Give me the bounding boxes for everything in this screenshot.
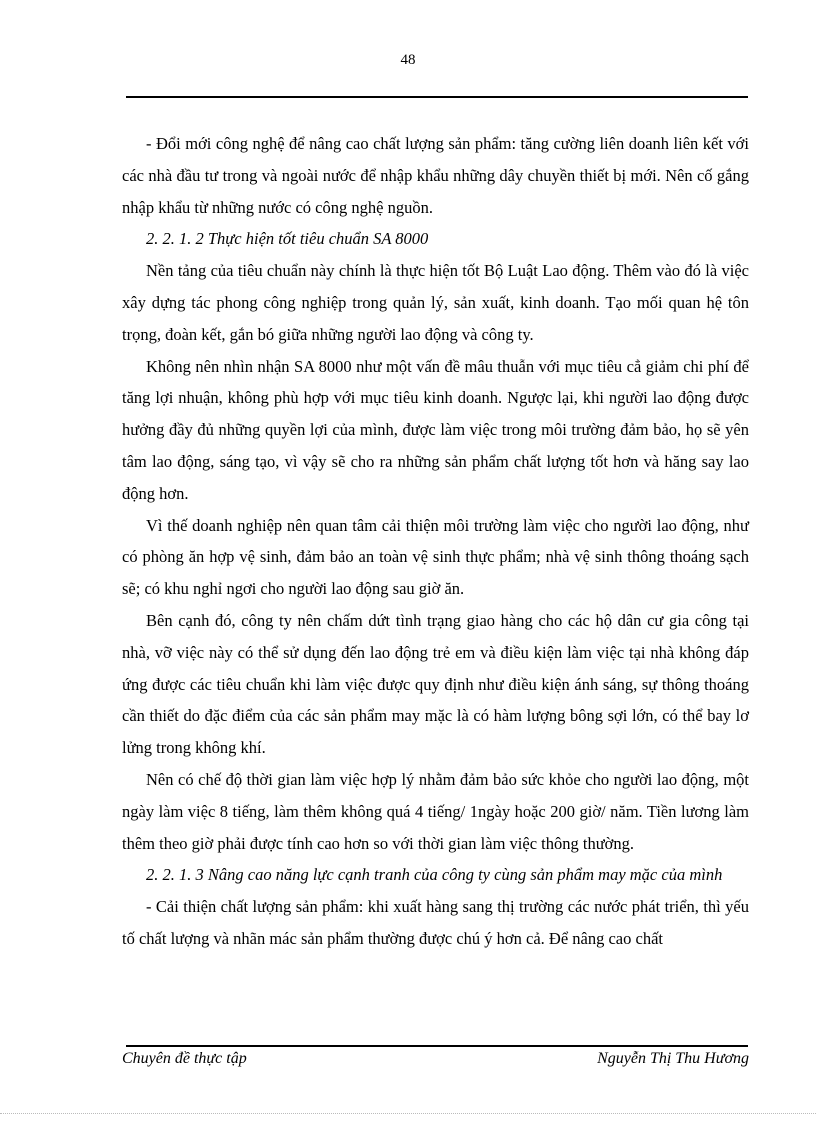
paragraph-work-environment: Vì thế doanh nghiệp nên quan tâm cải thiện môi trường làm việc cho người lao động, như có phòng ăn hợp vệ sinh, đảm bảo an toàn vệ sinh thực phẩm; nhà vệ sinh thông thoáng sạch sẽ; có khu nghỉ ngơi cho người lao động sau giờ ăn. [122,515,749,599]
footer-rule [126,1045,748,1047]
page-edge-dots [0,1113,816,1114]
page-number: 48 [400,52,416,68]
paragraph-tech-innovation: - Đổi mới công nghệ để nâng cao chất lượng sản phẩm: tăng cường liên doanh liên kết với các nhà đầu tư trong và ngoài nước để nhập khẩu những dây chuyền thiết bị mới. Nên cố gắng nhập khẩu từ những nước có công nghệ nguồn. [122,134,749,217]
footer-left: Chuyên đề thực tập [122,1050,247,1067]
paragraph-home-outsourcing: Bên cạnh đó, công ty nên chấm dứt tình trạng giao hàng cho các hộ dân cư gia công tại nhà, vỡ việc này có thể sử dụng đến lao động trẻ em và điều kiện làm việc tại nhà không đáp ứng được các tiêu chuẩn khi làm việc được quy định như điều kiện ánh sáng, sự thông thoáng cần thiết do đặc điểm của các sản phẩm may mặc là có hàm lượng bông sợi lớn, có thể bay lơ lửng trong không khí. [122,610,749,758]
footer [122,1050,749,1068]
section-heading-competitiveness: 2. 2. 1. 3 Nâng cao năng lực cạnh tranh của công ty cùng sản phẩm may mặc của mình [146,865,723,885]
paragraph-foundation: Nền tảng của tiêu chuẩn này chính là thực hiện tốt Bộ Luật Lao động. Thêm vào đó là việc xây dựng tác phong công nghiệp trong quản lý, sản xuất, kinh doanh. Tạo mối quan hệ tôn trọng, đoàn kết, gắn bó giữa những người lao động và công ty. [122,261,749,344]
footer-right: Nguyễn Thị Thu Hương [597,1050,749,1067]
paragraph-sa8000-view: Không nên nhìn nhận SA 8000 như một vấn đề mâu thuẫn với mục tiêu cẳ giảm chi phí để tăng lợi nhuận, không phù hợp với mục tiêu kinh doanh. Ngược lại, khi người lao động được hưởng đầy đủ những quyền lợi của mình, được làm việc trong môi trường đảm bảo, họ sẽ yên tâm lao động, sáng tạo, vì vậy sẽ cho ra những sản phẩm chất lượng tốt hơn và hăng say lao động hơn. [122,356,749,503]
paragraph-working-hours: Nên có chế độ thời gian làm việc hợp lý nhằm đảm bảo sức khỏe cho người lao động, một ngày làm việc 8 tiếng, làm thêm không quá 4 tiếng/ 1ngày hoặc 200 giờ/ năm. Tiền lương làm thêm theo giờ phải được tính cao hơn so với thời gian làm việc thông thường. [122,769,749,853]
document-body [122,128,749,955]
header-rule [126,96,748,98]
paragraph-quality: - Cải thiện chất lượng sản phẩm: khi xuất hàng sang thị trường các nước phát triển, thì yếu tố chất lượng và nhãn mác sản phẩm thường được chú ý hơn cả. Để nâng cao chất [122,897,749,948]
section-heading-sa8000: 2. 2. 1. 2 Thực hiện tốt tiêu chuẩn SA 8000 [146,229,429,249]
